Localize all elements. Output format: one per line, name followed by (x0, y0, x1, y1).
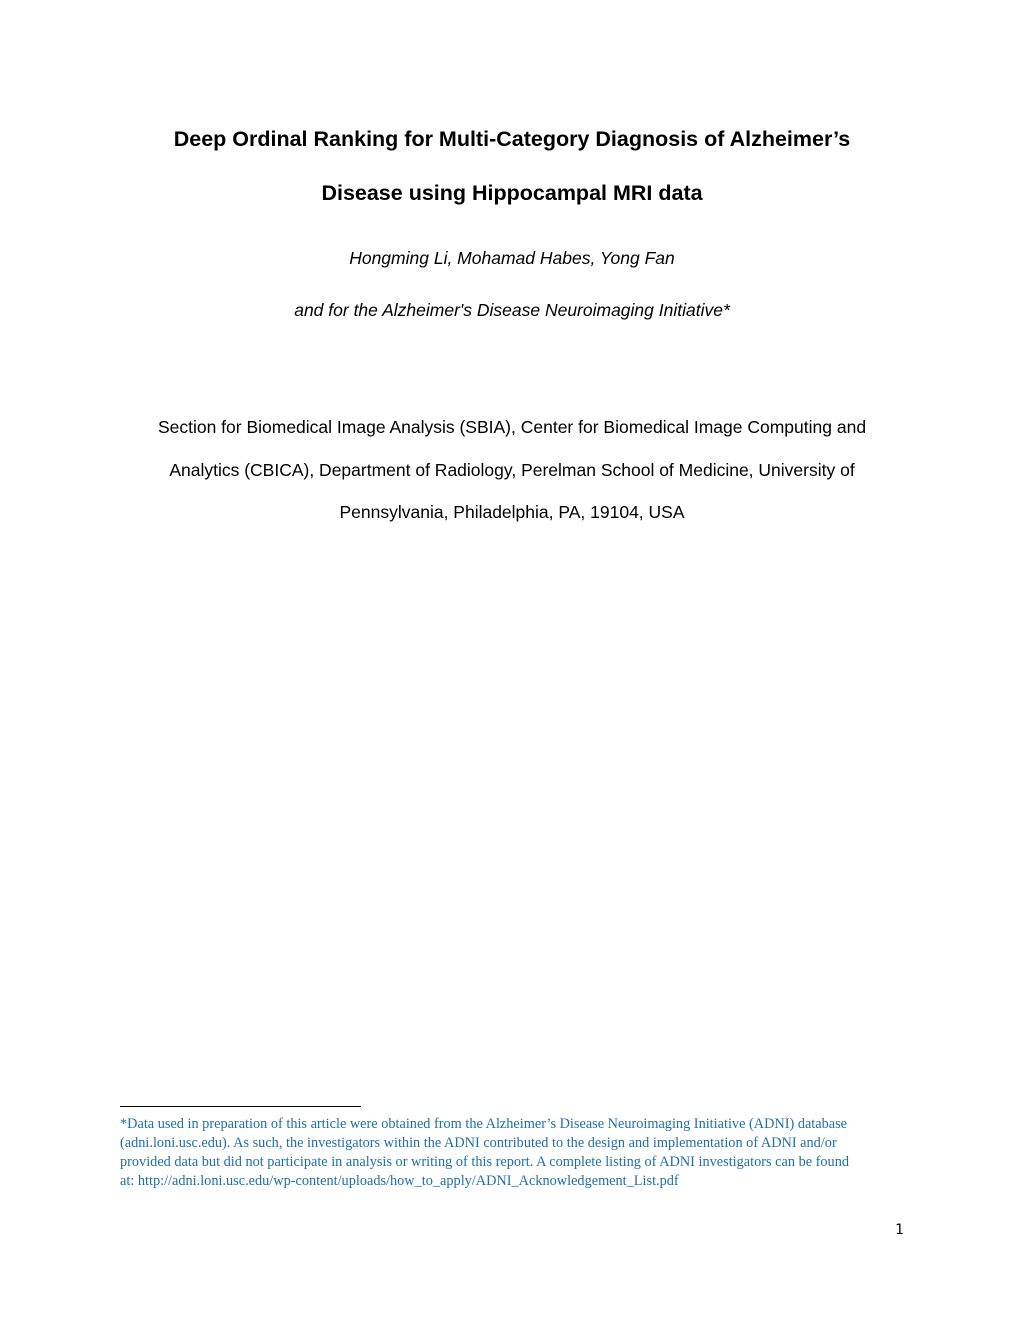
title-line-1: Deep Ordinal Ranking for Multi-Category Diagnosis of Alzheimer’s (173, 127, 851, 151)
title-line-2: Disease using Hippocampal MRI data (321, 181, 703, 205)
affiliation-line-2: Analytics (CBICA), Department of Radiology, Perelman School of Medicine, University of (169, 459, 855, 480)
consortium-line: and for the Alzheimer's Disease Neuroimaging Initiative* (294, 300, 730, 320)
footnote-line-3: provided data but did not participate in analysis or writing of this report. A complete listing of ADNI investigators can be found (120, 1154, 849, 1170)
paper-title (100, 112, 924, 220)
affiliation (100, 406, 924, 534)
footnote-line-1: *Data used in preparation of this article were obtained from the Alzheimer’s Disease Neuroimaging Initiative (ADNI) database (120, 1116, 848, 1132)
footnote-divider (120, 1106, 361, 1107)
footnote (120, 1115, 910, 1191)
footnote-line-4: at: http://adni.loni.usc.edu/wp-content/uploads/how_to_apply/ADNI_Acknowledgement_List.pdf (120, 1173, 679, 1189)
page-number: 1 (895, 1222, 904, 1238)
affiliation-line-3: Pennsylvania, Philadelphia, PA, 19104, USA (339, 502, 685, 522)
author-list: Hongming Li, Mohamad Habes, Yong Fan (349, 248, 675, 268)
affiliation-line-1: Section for Biomedical Image Analysis (SBIA), Center for Biomedical Image Computing and (157, 417, 867, 437)
footnote-line-2: (adni.loni.usc.edu). As such, the investigators within the ADNI contributed to the design and implementation of ADNI and/or (120, 1135, 837, 1151)
